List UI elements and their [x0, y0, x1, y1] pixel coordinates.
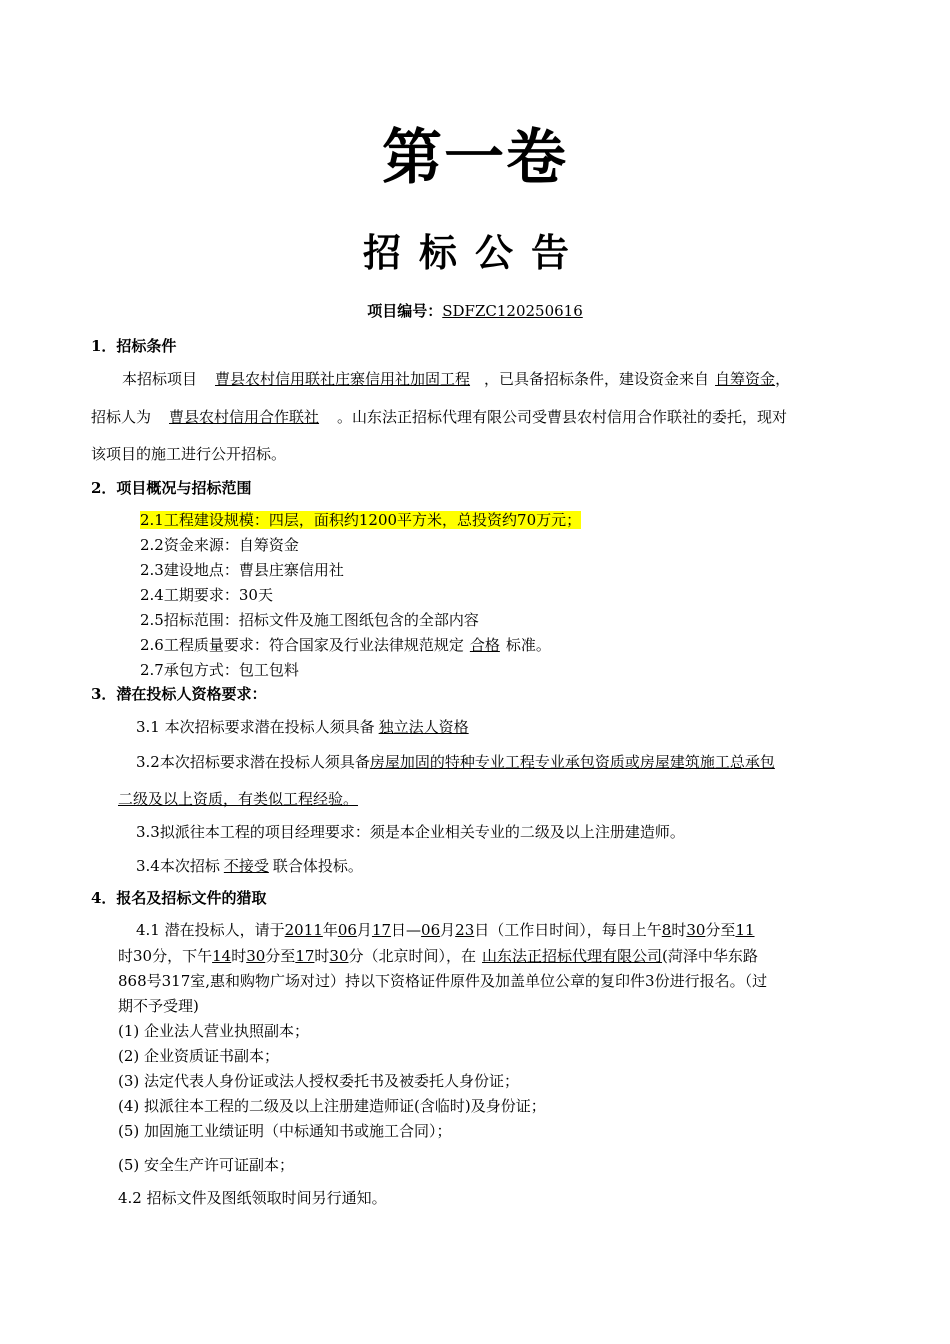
agency-name: 山东法正招标代理有限公司 [482, 947, 663, 965]
section-2-heading: 2．项目概况与招标范围 [91, 479, 252, 497]
s4-line-3: 868号317室,惠和购物广场对过）持以下资格证件原件及加盖单位公章的复印件3份进行报名。（过 [118, 972, 768, 990]
s3-text: 3.4本次招标 [136, 857, 220, 875]
quality-standard: 合格 [469, 636, 500, 654]
s4-text: 分至 [265, 947, 296, 965]
notice-title: 招标公告 [362, 230, 587, 275]
s4-text: 日（工作日时间），每日上午 [474, 921, 662, 939]
s2-item-2: 2.2资金来源：自筹资金 [140, 536, 299, 554]
am-start-minute: 30 [686, 921, 706, 939]
s1-paragraph-line-1 [122, 368, 790, 390]
volume-title: 第一卷 [382, 123, 568, 193]
s2-item-7: 2.7承包方式：包工包料 [140, 661, 299, 679]
s2-item-3: 2.3建设地点：曹县庄寨信用社 [140, 561, 344, 579]
s3-text: 3.1 本次招标要求潜在投标人须具备 [136, 718, 375, 736]
doc-list-item: (2) 企业资质证书副本； [118, 1047, 280, 1065]
s2-text: 2.6工程质量要求：符合国家及行业法律规范规定 [140, 636, 464, 654]
s2-item-6 [140, 634, 551, 656]
fund-source: 自筹资金 [715, 370, 776, 388]
s1-text: ，已具备招标条件，建设资金来自 [484, 370, 710, 388]
doc-list-item: (3) 法定代表人身份证或法人授权委托书及被委托人身份证； [118, 1072, 520, 1090]
s4-text: 年 [322, 921, 338, 939]
doc-list-item: (4) 拟派往本工程的二级及以上注册建造师证(含临时)及身份证； [118, 1097, 546, 1115]
s2-text: 标准。 [505, 636, 551, 654]
s4-text: 时 [231, 947, 247, 965]
pm-start-minute: 30 [246, 947, 266, 965]
s3-item-2 [136, 751, 775, 773]
s4-text: (菏泽中华东路 [662, 947, 758, 965]
section-1-heading: 1．招标条件 [91, 337, 177, 355]
project-number-value: SDFZC120250616 [442, 302, 583, 320]
s2-item-5: 2.5招标范围：招标文件及施工图纸包含的全部内容 [140, 611, 479, 629]
s2-item-1-highlight: 2.1工程建设规模：四层，面积约1200平方米，总投资约70万元； [140, 511, 582, 529]
project-name: 曹县农村信用联社庄寨信用社加固工程 [215, 370, 471, 388]
reg-end-day: 23 [455, 921, 475, 939]
s4-line-2 [118, 945, 758, 967]
reg-start-day: 17 [371, 921, 392, 939]
s3-item-4 [136, 855, 363, 877]
qualification-requirement: 房屋加固的特种专业工程专业承包资质或房屋建筑施工总承包 [369, 753, 775, 771]
s4-text: 月 [440, 921, 456, 939]
project-number-label: 项目编号： [367, 302, 443, 320]
s4-line-4: 期不予受理) [118, 997, 199, 1015]
s4-text: 时 [314, 947, 330, 965]
s1-paragraph-line-3: 该项目的施工进行公开招标。 [91, 445, 287, 463]
doc-list-item: (5) 安全生产许可证副本； [118, 1156, 295, 1174]
s4-text: 分（北京时间），在 [348, 947, 477, 965]
tenderer-name: 曹县农村信用合作联社 [169, 408, 320, 426]
doc-list-item: (5) 加固施工业绩证明（中标通知书或施工合同）； [118, 1122, 452, 1140]
s4-text: 时 [671, 921, 687, 939]
project-number [0, 300, 950, 322]
s3-item-1 [136, 716, 477, 738]
s4-text: 日— [391, 921, 422, 939]
reg-end-month: 06 [421, 921, 441, 939]
doc-list-item: (1) 企业法人营业执照副本； [118, 1022, 310, 1040]
s3-text: 联合体投标。 [272, 857, 363, 875]
s1-paragraph-line-2 [91, 406, 787, 428]
s4-item-2: 4.2 招标文件及图纸领取时间另行通知。 [118, 1189, 387, 1207]
pm-end-hour: 17 [295, 947, 315, 965]
qualification-requirement-cont: 二级及以上资质，有类似工程经验。 [118, 790, 359, 808]
pm-end-minute: 30 [329, 947, 349, 965]
section-4-heading: 4．报名及招标文件的猎取 [91, 889, 267, 907]
section-3-heading: 3．潜在投标人资格要求： [91, 685, 267, 703]
s2-item-1 [140, 509, 581, 531]
pm-start-hour: 14 [212, 947, 232, 965]
s4-text: 月 [356, 921, 372, 939]
reg-year: 2011 [284, 921, 323, 939]
s3-text: 3.2本次招标要求潜在投标人须具备 [136, 753, 370, 771]
s3-item-3: 3.3拟派往本工程的项目经理要求：须是本企业相关专业的二级及以上注册建造师。 [136, 823, 685, 841]
qualification-legal-person: 独立法人资格 [378, 718, 469, 736]
s4-text: 4.1 潜在投标人，请于 [136, 921, 285, 939]
consortium-policy: 不接受 [223, 857, 269, 875]
am-end-hour: 11 [735, 921, 755, 939]
reg-start-month: 06 [337, 921, 357, 939]
s2-item-4: 2.4工期要求：30天 [140, 586, 273, 604]
am-start-hour: 8 [661, 921, 672, 939]
s4-text: 分至 [705, 921, 736, 939]
s4-text: 时30分，下午 [118, 947, 213, 965]
s4-line-1 [136, 919, 755, 941]
s3-item-2-cont [118, 788, 362, 810]
s1-text: 。山东法正招标代理有限公司受曹县农村信用合作联社的委托，现对 [337, 408, 788, 426]
s1-text: 本招标项目 [122, 370, 198, 388]
s1-text: 招标人为 [91, 408, 152, 426]
s1-text: ， [775, 370, 791, 388]
